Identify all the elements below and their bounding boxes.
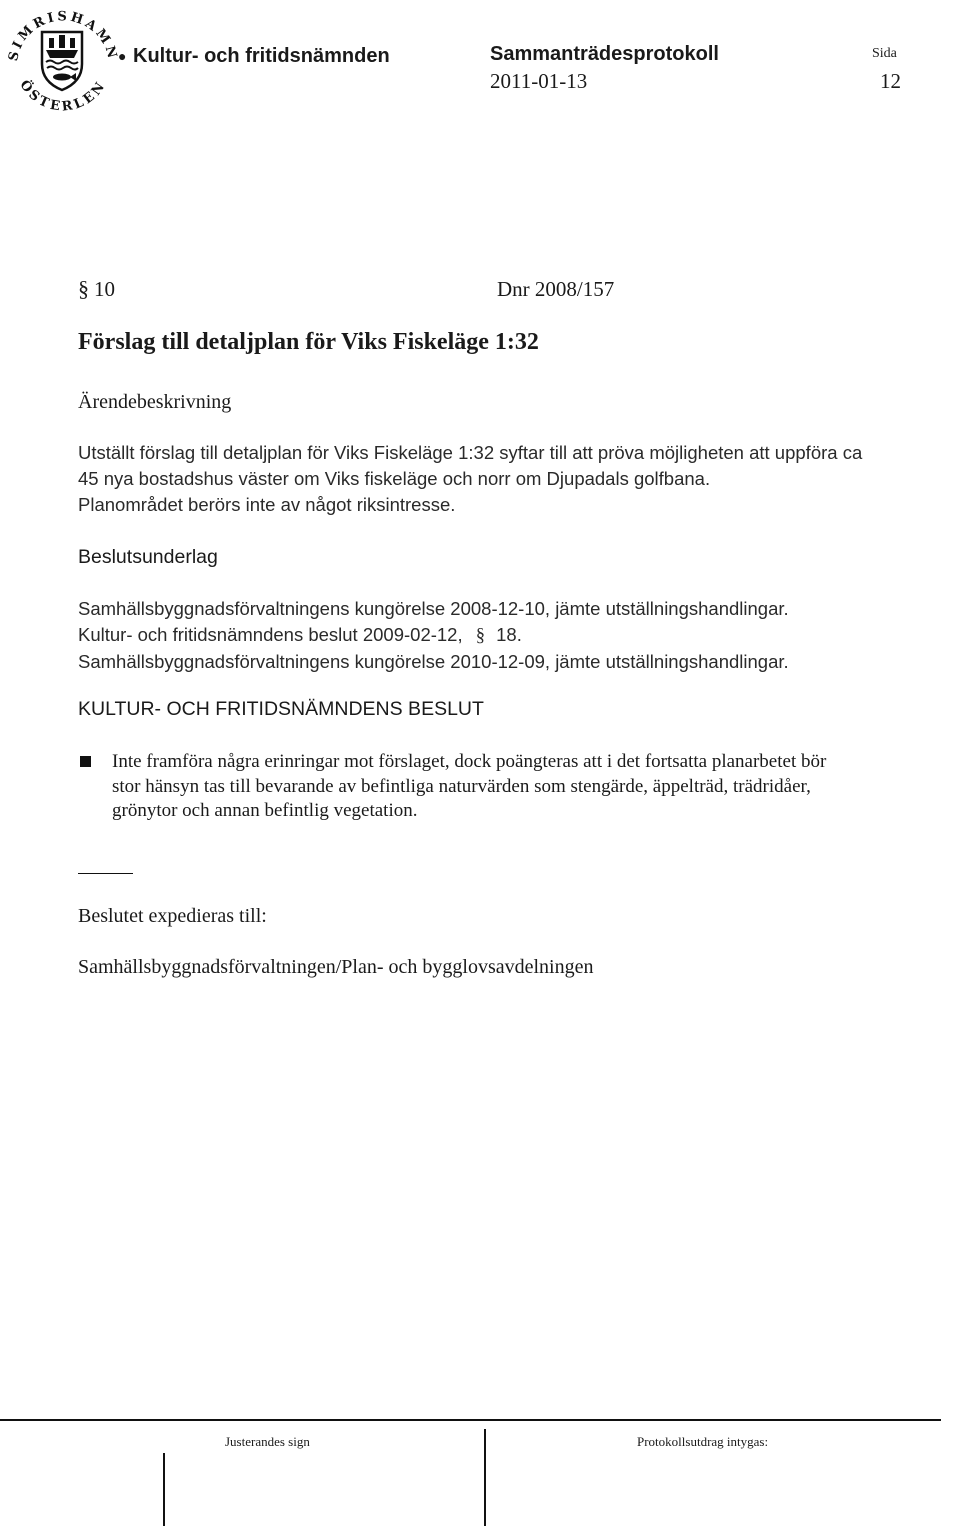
beslutsunderlag-text bbox=[78, 596, 789, 675]
expedieras-heading: Beslutet expedieras till: bbox=[78, 905, 267, 927]
page-number: 12 bbox=[880, 69, 901, 93]
organization-name: Kultur- och fritidsnämnden bbox=[133, 45, 390, 67]
paragraph-symbol: § bbox=[475, 626, 485, 646]
expedieras-recipient: Samhällsbyggnadsförvaltningen/Plan- och bygglovsavdelningen bbox=[78, 956, 594, 978]
case-title: Förslag till detaljplan för Viks Fiskeläge 1:32 bbox=[78, 329, 539, 355]
header-bullet: ● bbox=[118, 48, 127, 64]
text-line: Samhällsbyggnadsförvaltningens kungörelse 2010-12-09, jämte utställningshandlingar. bbox=[78, 651, 789, 672]
signature-box-divider bbox=[163, 1453, 165, 1526]
separator-line bbox=[78, 873, 133, 874]
heading-beslutsunderlag: Beslutsunderlag bbox=[78, 546, 218, 568]
text-line: stor hänsyn tas till bevarande av befintliga naturvärden som stengärde, äppelträd, trädridåer, bbox=[112, 775, 811, 797]
signature-box-divider bbox=[484, 1429, 486, 1526]
text-line bbox=[78, 622, 789, 649]
text-line: Inte framföra några erinringar mot förslaget, dock poängteras att i det fortsatta planarbetet bör bbox=[112, 751, 827, 772]
text-line: Planområdet berörs inte av något riksintresse. bbox=[78, 494, 456, 515]
square-bullet-icon bbox=[80, 756, 91, 767]
justerandes-sign-label: Justerandes sign bbox=[225, 1434, 310, 1449]
svg-text:SIMRISHAMN: SIMRISHAMN bbox=[6, 9, 120, 63]
document-type: Sammanträdesprotokoll bbox=[490, 43, 719, 65]
arendebeskrivning-text bbox=[78, 440, 862, 518]
text-segment: Kultur- och fritidsnämndens beslut 2009-02-12, bbox=[78, 624, 463, 645]
text-line: grönytor och annan befintlig vegetation. bbox=[112, 800, 418, 821]
footer-rule bbox=[0, 1419, 941, 1421]
text-segment: 18. bbox=[496, 624, 522, 645]
svg-text:ÖSTERLEN: ÖSTERLEN bbox=[16, 77, 110, 115]
municipality-seal-logo bbox=[4, 2, 120, 118]
text-line: 45 nya bostadshus väster om Viks fiskeläge och norr om Djupadals golfbana. bbox=[78, 468, 711, 489]
beslut-bullet-text bbox=[112, 750, 960, 824]
text-line: Samhällsbyggnadsförvaltningens kungörelse 2008-12-10, jämte utställningshandlingar. bbox=[78, 598, 789, 619]
heading-arendebeskrivning: Ärendebeskrivning bbox=[78, 391, 232, 413]
protokollsutdrag-label: Protokollsutdrag intygas: bbox=[637, 1434, 769, 1449]
paragraph-symbol: § bbox=[78, 276, 89, 301]
text-line: Utställt förslag till detaljplan för Viks Fiskeläge 1:32 syftar till att pröva möjligheten att uppföra ca bbox=[78, 442, 863, 463]
diary-number: Dnr 2008/157 bbox=[497, 277, 615, 301]
paragraph-number: 10 bbox=[94, 277, 115, 301]
heading-beslut: KULTUR- OCH FRITIDSNÄMNDENS BESLUT bbox=[78, 698, 484, 720]
page-label: Sida bbox=[872, 46, 897, 61]
meeting-date: 2011-01-13 bbox=[490, 69, 588, 93]
